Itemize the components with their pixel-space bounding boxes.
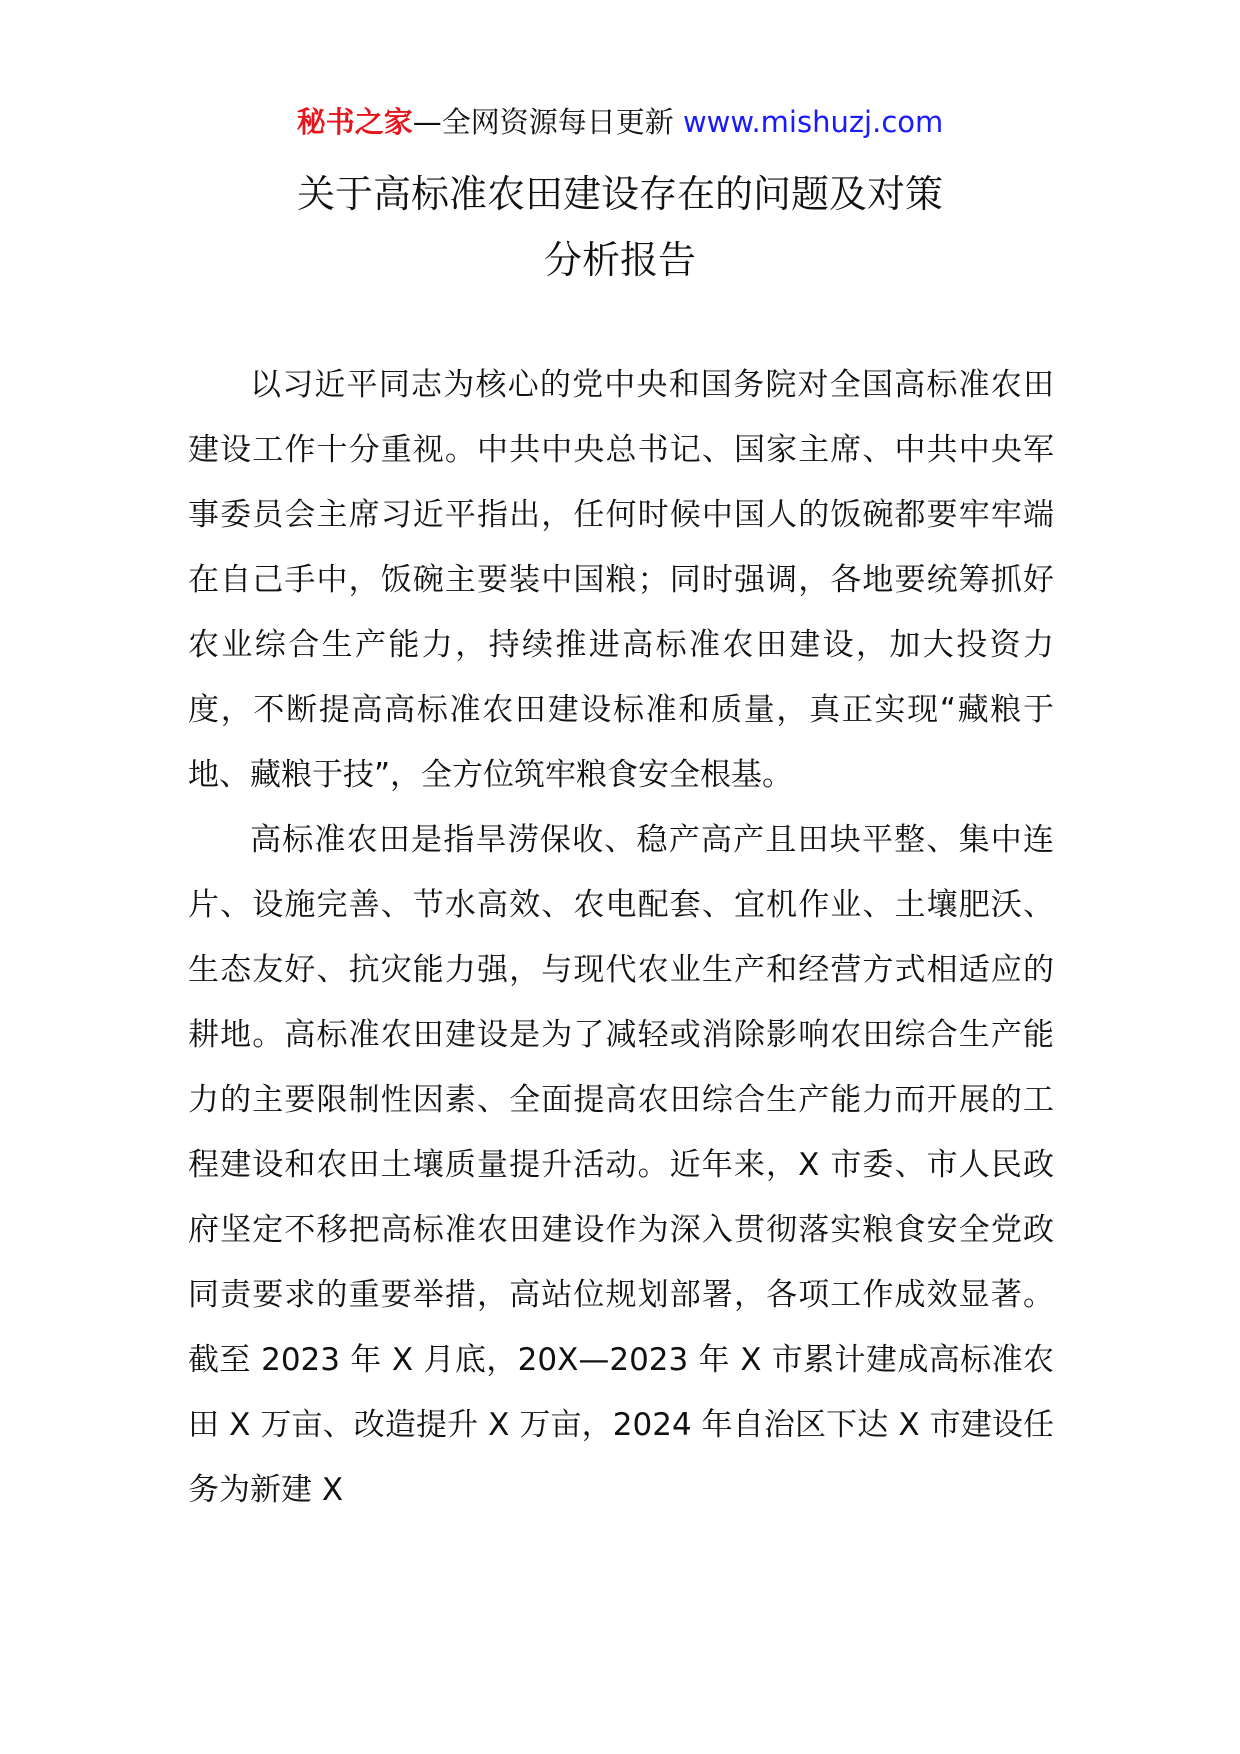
paragraph-2: 高标准农田是指旱涝保收、稳产高产且田块平整、集中连片、设施完善、节水高效、农电配套、宜机作业、土壤肥沃、生态友好、抗灾能力强，与现代农业生产和经营方式相适应的耕地。高标准农田建设是为了减轻或消除影响农田综合生产能力的主要限制性因素、全面提高农田综合生产能力而开展的工程建设和农田土壤质量提升活动。近年来，X 市委、市人民政府坚定不移把高标准农田建设作为深入贯彻落实粮食安全党政同责要求的重要举措，高站位规划部署，各项工作成效显著。截至 2023 年 X 月底，20X—2023 年 X 市累计建成高标准农田 X 万亩、改造提升 X 万亩，2024 年自治区下达 X 市建设任务为新建 X: [188, 822, 1054, 1508]
paragraph-1: 以习近平同志为核心的党中央和国务院对全国高标准农田建设工作十分重视。中共中央总书记、国家主席、中共中央军事委员会主席习近平指出，任何时候中国人的饭碗都要牢牢端在自己手中，饭碗主要装中国粮；同时强调，各地要统筹抓好农业综合生产能力，持续推进高标准农田建设，加大投资力度，不断提高高标准农田建设标准和质量，真正实现“藏粮于地、藏粮于技”，全方位筑牢粮食安全根基。: [188, 367, 1054, 793]
document-body: [188, 353, 1054, 1523]
title-line-1: 关于高标准农田建设存在的问题及对策: [296, 172, 943, 216]
document-title: [0, 161, 1240, 293]
watermark-header: [0, 100, 1240, 144]
title-line-2: 分析报告: [543, 238, 696, 282]
header-tagline: —全网资源每日更新: [412, 105, 683, 139]
site-url-link[interactable]: www.mishuzj.com: [682, 105, 944, 139]
brand-name: 秘书之家: [296, 105, 413, 139]
